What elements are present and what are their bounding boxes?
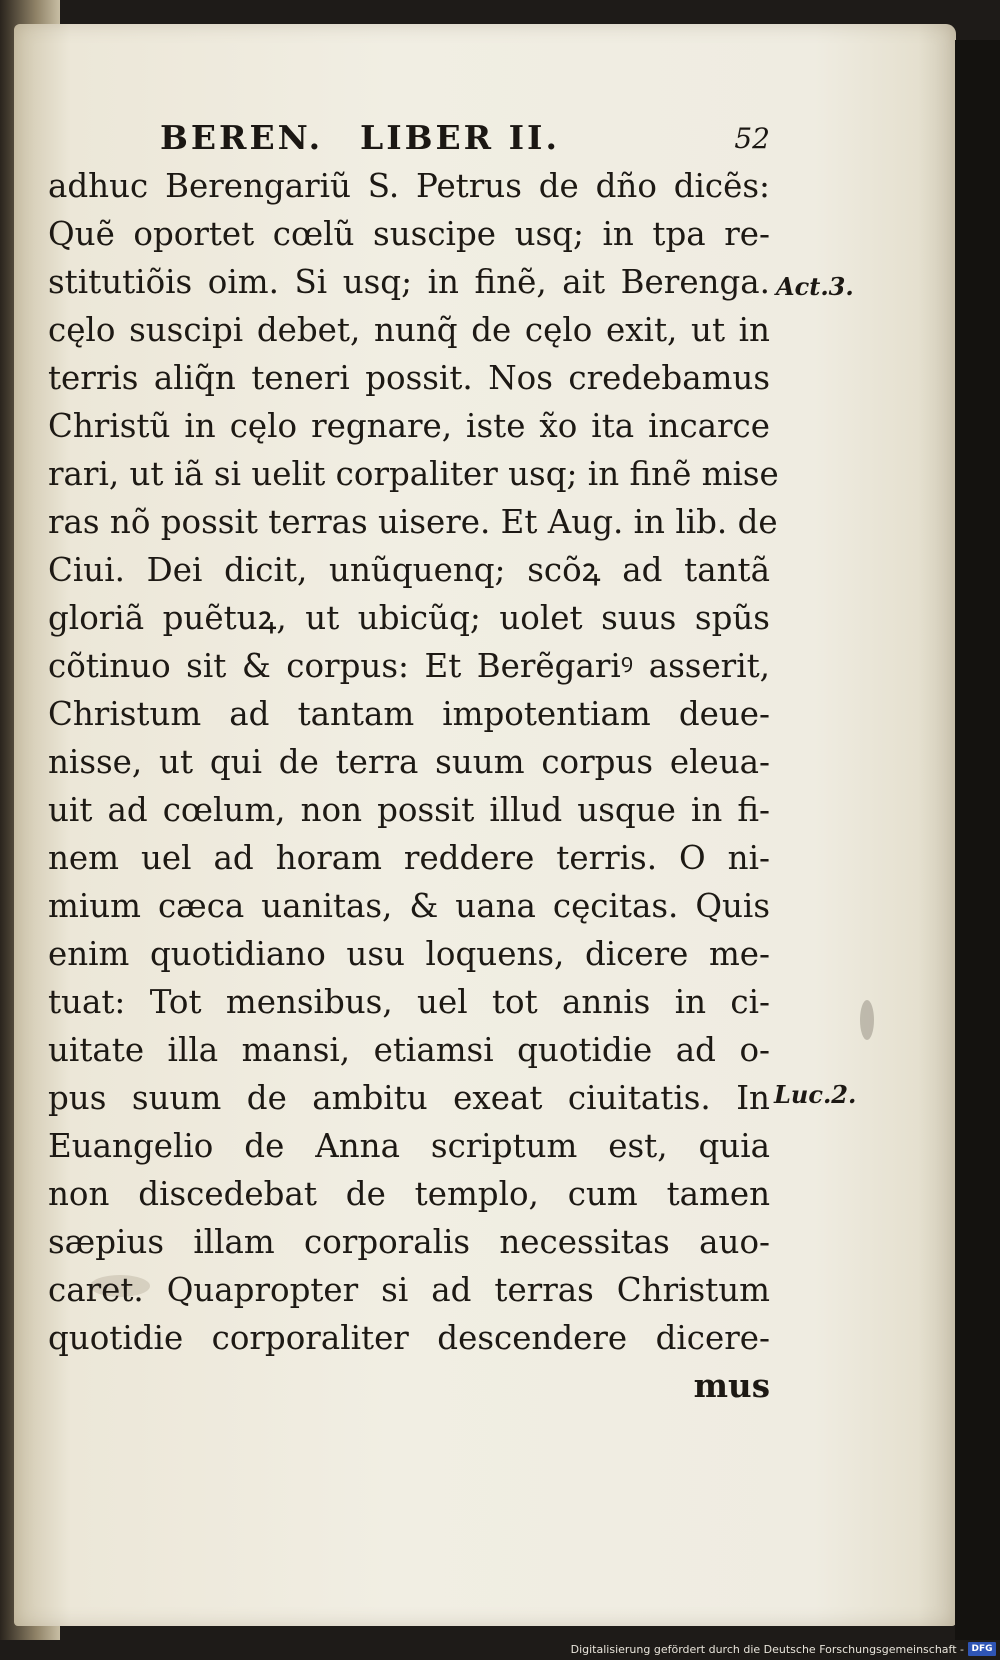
marginal-note-acts: Act.3. <box>776 272 854 301</box>
text-line: sæpius illam corporalis necessitas auo- <box>48 1223 770 1261</box>
text-line: Quẽ oportet cœlũ suscipe usq; in tpa re- <box>48 215 770 253</box>
paper-stain <box>860 1000 874 1040</box>
running-title-left: BEREN. <box>160 118 324 157</box>
text-line: Euangelio de Anna scriptum est, quia <box>48 1127 770 1165</box>
text-line: Christũ in cęlo regnare, iste x̃o ita incarce <box>48 407 770 445</box>
text-line: rari, ut iã si uelit corpaliter usq; in finẽ mise <box>48 455 779 493</box>
text-line: adhuc Berengariũ S. Petrus de dño dicẽs: <box>48 167 770 205</box>
text-line: nisse, ut qui de terra suum corpus eleua- <box>48 743 770 781</box>
funding-credit: Digitalisierung gefördert durch die Deutsche Forschungsgemeinschaft - <box>570 1643 964 1656</box>
running-title-center: LIBER II. <box>360 118 560 157</box>
text-line: quotidie corporaliter descendere dicere- <box>48 1319 770 1357</box>
text-line: terris aliq̃n teneri possit. Nos credebamus <box>48 359 770 397</box>
catchword: mus <box>693 1366 770 1405</box>
text-line: enim quotidiano usu loquens, dicere me- <box>48 935 770 973</box>
text-line: non discedebat de templo, cum tamen <box>48 1175 770 1213</box>
text-line: stitutiõis oim. Si usq; in finẽ, ait Berenga. <box>48 263 770 301</box>
text-line: gloriã puẽtuꝝ, ut ubicũq; uolet suus spũs <box>48 599 770 637</box>
text-line: Ciui. Dei dicit, unũquenq; scõꝝ ad tantã <box>48 551 770 589</box>
text-line: ras nõ possit terras uisere. Et Aug. in lib. de <box>48 503 778 541</box>
text-line: tuat: Tot mensibus, uel tot annis in ci- <box>48 983 770 1021</box>
text-line: caret. Quapropter si ad terras Christum <box>48 1271 770 1309</box>
scan-background-right <box>955 40 1000 1640</box>
running-header <box>160 114 810 160</box>
text-line: nem uel ad horam reddere terris. O ni- <box>48 839 770 877</box>
folio-number: 52 <box>734 122 770 155</box>
text-line: cõtinuo sit & corpus: Et Berẽgariꝰ asserit, <box>48 647 770 685</box>
text-line: pus suum de ambitu exeat ciuitatis. In <box>48 1079 770 1117</box>
text-line: Christum ad tantam impotentiam deue- <box>48 695 770 733</box>
dfg-logo: DFG <box>968 1642 996 1656</box>
marginal-note-luke: Luc.2. <box>774 1080 857 1109</box>
text-line: uit ad cœlum, non possit illud usque in fi- <box>48 791 770 829</box>
text-line: cęlo suscipi debet, nunq̃ de cęlo exit, ut in <box>48 311 770 349</box>
text-line: uitate illa mansi, etiamsi quotidie ad o- <box>48 1031 770 1069</box>
text-line: mium cæca uanitas, & uana cęcitas. Quis <box>48 887 770 925</box>
body-text-block <box>48 162 779 1410</box>
